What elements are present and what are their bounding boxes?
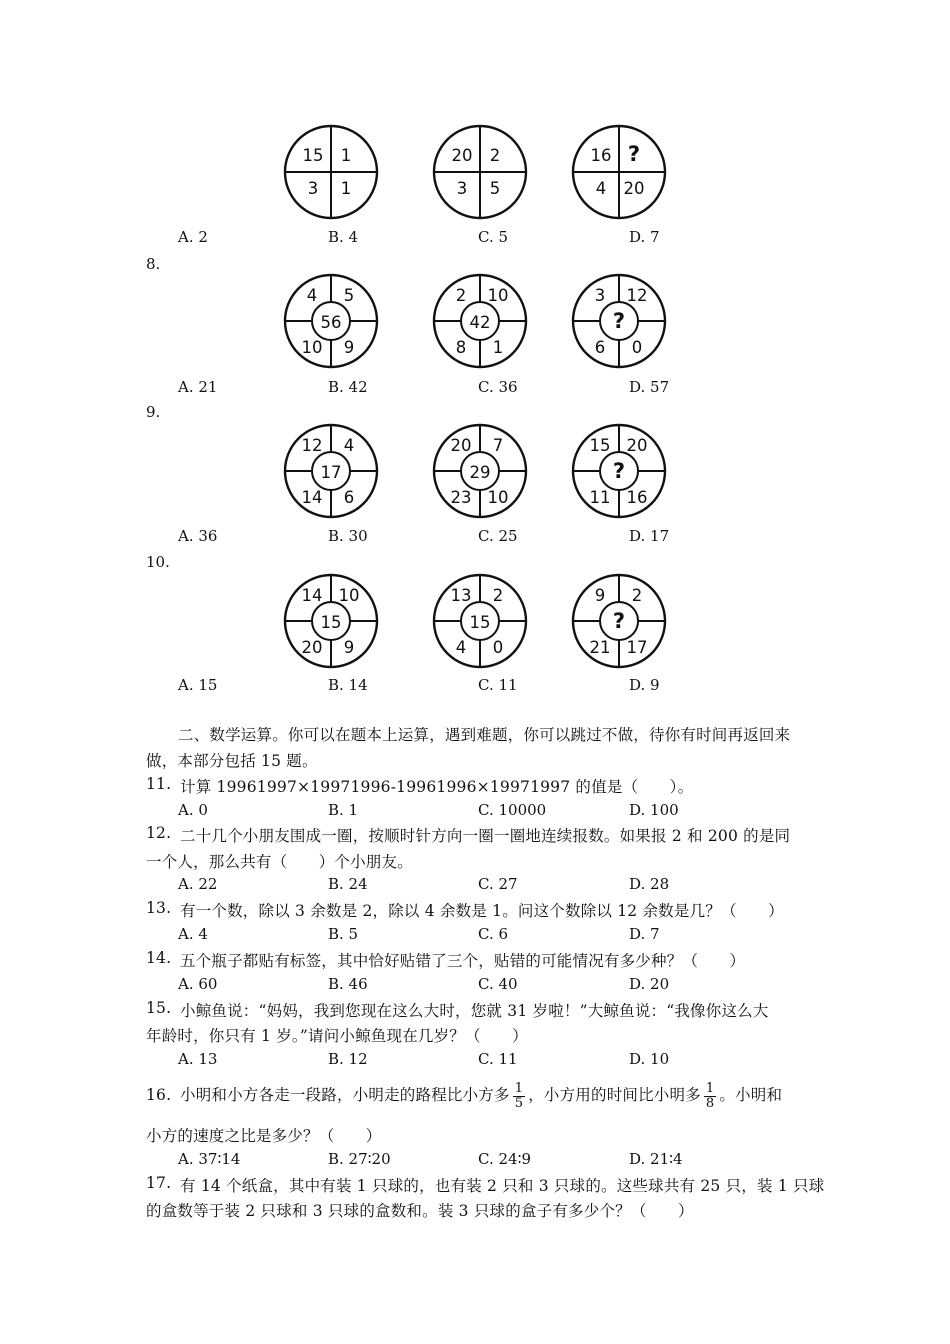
q12-option-d: D. 28 bbox=[629, 875, 670, 893]
cell-value-bl: 6 bbox=[594, 338, 606, 357]
question-13-text: 有一个数，除以 3 余数是 2，除以 4 余数是 1。问这个数除以 12 余数是几？（ ） bbox=[180, 902, 784, 920]
q15-option-a: A. 13 bbox=[178, 1050, 218, 1068]
puzzle-circle bbox=[282, 123, 380, 221]
question-number: 9. bbox=[146, 403, 161, 421]
q13-option-a: A. 4 bbox=[178, 925, 208, 943]
cell-value-br: 17 bbox=[626, 638, 648, 657]
answer-option: D. 57 bbox=[629, 378, 670, 396]
puzzle-circle bbox=[570, 572, 668, 670]
cell-value-tl: 20 bbox=[450, 436, 472, 455]
frac2-numerator: 1 bbox=[705, 1080, 715, 1096]
cell-value-tr: ? bbox=[627, 142, 641, 166]
cell-value-tl: 3 bbox=[594, 286, 606, 305]
cell-value-tr: 5 bbox=[343, 286, 355, 305]
cell-value-br: 1 bbox=[492, 338, 504, 357]
answer-option: D. 7 bbox=[629, 228, 660, 246]
cell-value-tr: 10 bbox=[487, 286, 509, 305]
cell-value-br: 10 bbox=[487, 488, 509, 507]
q14-option-c: C. 40 bbox=[478, 975, 518, 993]
center-value: 42 bbox=[469, 313, 491, 332]
answer-option: A. 21 bbox=[178, 378, 218, 396]
puzzle-circle bbox=[282, 572, 380, 670]
center-value: ? bbox=[612, 459, 626, 483]
cell-value-br: 20 bbox=[623, 179, 645, 198]
q16-text-c: 。小明和 bbox=[719, 1086, 783, 1104]
cell-value-bl: 8 bbox=[455, 338, 467, 357]
section-heading-cont: 做，本部分包括 15 题。 bbox=[146, 752, 318, 770]
question-11-number: 11. bbox=[146, 775, 172, 793]
question-15-text-cont: 年龄时，你只有 1 岁。”请问小鲸鱼现在几岁？（ ） bbox=[146, 1027, 528, 1045]
cell-value-tl: 15 bbox=[589, 436, 611, 455]
puzzle-circle bbox=[282, 272, 380, 370]
cell-value-bl: 20 bbox=[301, 638, 323, 657]
question-number: 8. bbox=[146, 255, 161, 273]
answer-option: A. 2 bbox=[178, 228, 208, 246]
q14-option-d: D. 20 bbox=[629, 975, 670, 993]
q16-option-a: A. 37∶14 bbox=[178, 1150, 241, 1168]
section-heading: 二、数学运算。你可以在题本上运算，遇到难题，你可以跳过不做，待你有时间再返回来 bbox=[178, 726, 791, 744]
question-14-text: 五个瓶子都贴有标签，其中恰好贴错了三个，贴错的可能情况有多少种？（ ） bbox=[180, 952, 746, 970]
q11-option-a: A. 0 bbox=[178, 801, 208, 819]
answer-option: C. 5 bbox=[478, 228, 509, 246]
puzzle-circle bbox=[431, 572, 529, 670]
answer-option: A. 36 bbox=[178, 527, 218, 545]
cell-value-tl: 20 bbox=[451, 146, 473, 165]
cell-value-br: 6 bbox=[343, 488, 355, 507]
cell-value-br: 16 bbox=[626, 488, 648, 507]
cell-value-tl: 12 bbox=[301, 436, 323, 455]
cell-value-br: 0 bbox=[631, 338, 643, 357]
cell-value-bl: 10 bbox=[301, 338, 323, 357]
cell-value-tl: 9 bbox=[594, 586, 606, 605]
question-12-number: 12. bbox=[146, 824, 172, 842]
question-17-text: 有 14 个纸盒，其中有装 1 只球的，也有装 2 只和 3 只球的。这些球共有 25 只，装 1 只球 bbox=[180, 1177, 825, 1195]
cell-value-br: 9 bbox=[343, 638, 355, 657]
cell-value-tl: 2 bbox=[455, 286, 467, 305]
center-value: 15 bbox=[320, 613, 342, 632]
question-12-text: 二十几个小朋友围成一圈，按顺时针方向一圈一圈地连续报数。如果报 2 和 200 的是同 bbox=[180, 827, 791, 845]
question-17-number: 17. bbox=[146, 1174, 172, 1192]
cell-value-tl: 4 bbox=[306, 286, 318, 305]
cell-value-bl: 3 bbox=[307, 179, 319, 198]
q12-option-c: C. 27 bbox=[478, 875, 518, 893]
question-16-number: 16. bbox=[146, 1086, 172, 1104]
answer-option: A. 15 bbox=[178, 676, 218, 694]
center-value: 56 bbox=[320, 313, 342, 332]
cell-value-tl: 14 bbox=[301, 586, 323, 605]
question-16-text-cont: 小方的速度之比是多少？（ ） bbox=[146, 1127, 382, 1145]
fraction-one-eighth bbox=[704, 1082, 716, 1111]
puzzle-circle bbox=[431, 422, 529, 520]
q15-option-d: D. 10 bbox=[629, 1050, 670, 1068]
question-17-text-cont: 的盒数等于装 2 只球和 3 只球的盒数和。装 3 只球的盒子有多少个？（ ） bbox=[146, 1202, 694, 1220]
cell-value-bl: 23 bbox=[450, 488, 472, 507]
cell-value-tr: 2 bbox=[489, 146, 501, 165]
q13-option-c: C. 6 bbox=[478, 925, 509, 943]
q11-option-b: B. 1 bbox=[328, 801, 359, 819]
q13-option-b: B. 5 bbox=[328, 925, 359, 943]
center-value: ? bbox=[612, 609, 626, 633]
cell-value-br: 0 bbox=[492, 638, 504, 657]
frac2-denominator: 8 bbox=[705, 1095, 715, 1111]
cell-value-tr: 2 bbox=[492, 586, 504, 605]
question-14-number: 14. bbox=[146, 949, 172, 967]
answer-option: B. 42 bbox=[328, 378, 368, 396]
center-value: 29 bbox=[469, 463, 491, 482]
answer-option: B. 14 bbox=[328, 676, 368, 694]
cell-value-tr: 4 bbox=[343, 436, 355, 455]
q16-option-d: D. 21∶4 bbox=[629, 1150, 683, 1168]
cell-value-bl: 3 bbox=[456, 179, 468, 198]
puzzle-circle bbox=[570, 272, 668, 370]
answer-option: C. 25 bbox=[478, 527, 518, 545]
question-15-text: 小鲸鱼说：“妈妈，我到您现在这么大时，您就 31 岁啦！”大鲸鱼说：“我像你这么大 bbox=[180, 1002, 769, 1020]
center-value: 17 bbox=[320, 463, 342, 482]
cell-value-br: 9 bbox=[343, 338, 355, 357]
q16-text-b: ，小方用的时间比小明多 bbox=[528, 1086, 701, 1104]
cell-value-br: 5 bbox=[489, 179, 501, 198]
cell-value-tr: 20 bbox=[626, 436, 648, 455]
cell-value-tr: 2 bbox=[631, 586, 643, 605]
q16-option-b: B. 27∶20 bbox=[328, 1150, 391, 1168]
cell-value-bl: 4 bbox=[455, 638, 467, 657]
q16-option-c: C. 24∶9 bbox=[478, 1150, 532, 1168]
puzzle-circle bbox=[431, 123, 529, 221]
question-15-number: 15. bbox=[146, 999, 172, 1017]
cell-value-br: 1 bbox=[340, 179, 352, 198]
cell-value-bl: 11 bbox=[589, 488, 611, 507]
cell-value-bl: 14 bbox=[301, 488, 323, 507]
q15-option-b: B. 12 bbox=[328, 1050, 368, 1068]
answer-option: B. 4 bbox=[328, 228, 359, 246]
answer-option: C. 11 bbox=[478, 676, 518, 694]
q11-option-c: C. 10000 bbox=[478, 801, 547, 819]
frac1-numerator: 1 bbox=[514, 1080, 524, 1096]
answer-option: D. 17 bbox=[629, 527, 670, 545]
cell-value-tr: 12 bbox=[626, 286, 648, 305]
cell-value-bl: 4 bbox=[595, 179, 607, 198]
puzzle-circle bbox=[570, 422, 668, 520]
cell-value-tl: 15 bbox=[302, 146, 324, 165]
q14-option-a: A. 60 bbox=[178, 975, 218, 993]
q15-option-c: C. 11 bbox=[478, 1050, 518, 1068]
q11-option-d: D. 100 bbox=[629, 801, 679, 819]
puzzle-circle bbox=[282, 422, 380, 520]
q12-option-b: B. 24 bbox=[328, 875, 368, 893]
question-12-text-cont: 一个人，那么共有（ ）个小朋友。 bbox=[146, 853, 413, 871]
answer-option: D. 9 bbox=[629, 676, 660, 694]
center-value: 15 bbox=[469, 613, 491, 632]
q16-text-a: 小明和小方各走一段路，小明走的路程比小方多 bbox=[180, 1086, 510, 1104]
question-13-number: 13. bbox=[146, 899, 172, 917]
answer-option: B. 30 bbox=[328, 527, 368, 545]
q14-option-b: B. 46 bbox=[328, 975, 368, 993]
frac1-denominator: 5 bbox=[514, 1095, 524, 1111]
fraction-one-fifth bbox=[513, 1082, 525, 1111]
puzzle-circle bbox=[570, 123, 668, 221]
cell-value-tr: 1 bbox=[340, 146, 352, 165]
cell-value-tl: 13 bbox=[450, 586, 472, 605]
question-number: 10. bbox=[146, 553, 170, 571]
cell-value-tr: 7 bbox=[492, 436, 504, 455]
cell-value-tl: 16 bbox=[590, 146, 612, 165]
q12-option-a: A. 22 bbox=[178, 875, 218, 893]
cell-value-tr: 10 bbox=[338, 586, 360, 605]
center-value: ? bbox=[612, 309, 626, 333]
question-16-text bbox=[180, 1073, 782, 1117]
q13-option-d: D. 7 bbox=[629, 925, 660, 943]
question-11-text: 计算 19961997×19971996-19961996×19971997 的值是（ ）。 bbox=[180, 778, 694, 796]
puzzle-circle bbox=[431, 272, 529, 370]
cell-value-bl: 21 bbox=[589, 638, 611, 657]
answer-option: C. 36 bbox=[478, 378, 518, 396]
